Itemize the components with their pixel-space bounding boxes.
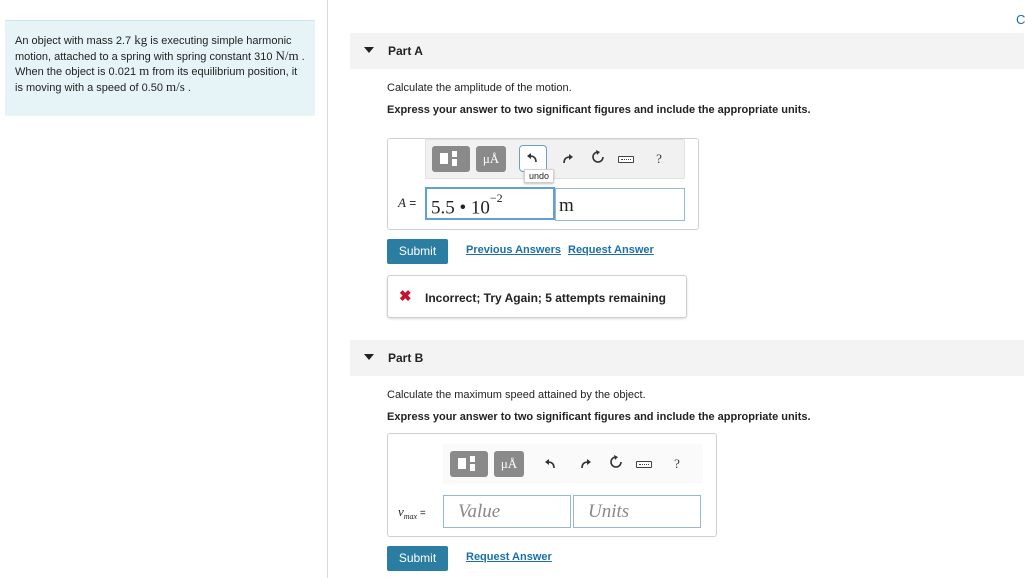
undo-icon — [527, 151, 539, 163]
part-b-variable-label — [398, 504, 426, 521]
reset-icon — [591, 150, 605, 164]
template-icon — [458, 458, 466, 469]
keyboard-button[interactable] — [633, 453, 655, 475]
redo-icon — [561, 152, 573, 164]
units-button[interactable]: μÅ — [476, 146, 506, 172]
undo-icon — [545, 457, 557, 469]
variable-a: A — [398, 195, 406, 210]
equals-sign: = — [409, 196, 417, 210]
unit-m-per-s: m/s — [166, 78, 185, 94]
variable-v: v — [398, 504, 404, 519]
part-a-request-answer-link[interactable]: Request Answer — [568, 244, 654, 256]
unit-n-per-m: N/m — [275, 47, 299, 63]
equals-sign: = — [419, 508, 426, 519]
template-icon-part — [452, 151, 457, 157]
part-b-value-input[interactable] — [443, 495, 571, 528]
undo-button[interactable] — [540, 453, 562, 475]
part-a-answer-box — [387, 138, 699, 230]
part-a-title: Part A — [388, 44, 423, 58]
part-b-header[interactable] — [350, 340, 1024, 376]
part-b-submit-button[interactable]: Submit — [387, 546, 448, 571]
reset-button[interactable] — [605, 453, 627, 475]
unit-kg: kg — [134, 32, 148, 47]
problem-text: from its equilibrium position, it is moving with a speed of 0.50 — [15, 66, 298, 94]
part-a-units-input[interactable] — [555, 188, 685, 221]
redo-icon — [579, 457, 591, 469]
units-button[interactable]: μÅ — [494, 451, 524, 477]
corner-glyph: C — [1016, 12, 1025, 27]
problem-statement — [5, 20, 315, 116]
previous-answers-link[interactable]: Previous Answers — [466, 244, 561, 256]
panel-divider — [327, 0, 328, 578]
template-button[interactable] — [432, 146, 470, 172]
part-a-value-input[interactable] — [425, 187, 555, 220]
incorrect-feedback — [387, 275, 687, 318]
keyboard-button[interactable] — [615, 148, 637, 170]
keyboard-icon — [636, 461, 652, 468]
part-b-request-answer-link[interactable]: Request Answer — [466, 551, 552, 563]
part-a-value — [431, 191, 503, 219]
value-exponent: −2 — [489, 191, 503, 205]
value-mantissa: 5.5 • 10 — [431, 197, 490, 219]
redo-button[interactable] — [574, 453, 596, 475]
redo-button[interactable] — [556, 148, 578, 170]
reset-icon — [609, 455, 623, 469]
reset-button[interactable] — [587, 148, 609, 170]
part-b-units-input[interactable] — [573, 495, 701, 528]
units-placeholder: Units — [588, 501, 630, 522]
part-a-instruction: Express your answer to two significant figures and include the appropriate units. — [387, 104, 811, 116]
part-a-variable-label — [398, 195, 416, 211]
part-b-title: Part B — [388, 351, 424, 365]
part-a-submit-button[interactable]: Submit — [387, 239, 448, 264]
part-b-answer-box — [387, 433, 717, 537]
part-a-question: Calculate the amplitude of the motion. — [387, 82, 572, 94]
template-icon-part — [470, 456, 475, 462]
template-icon-part — [452, 159, 457, 166]
part-b-instruction: Express your answer to two significant figures and include the appropriate units. — [387, 411, 811, 423]
problem-text: . When the object is 0.021 — [15, 50, 305, 78]
keyboard-icon — [618, 156, 634, 163]
unit-m: m — [139, 63, 150, 78]
template-icon-part — [470, 464, 475, 471]
part-a-units-value: m — [559, 195, 574, 216]
feedback-message: Incorrect; Try Again; 5 attempts remaining — [425, 291, 666, 305]
value-placeholder: Value — [458, 501, 501, 522]
help-button[interactable]: ? — [656, 151, 662, 166]
triangle-down-icon[interactable] — [364, 354, 374, 360]
template-icon — [440, 153, 448, 164]
x-mark-icon: ✖ — [399, 288, 412, 305]
part-b-question: Calculate the maximum speed attained by the object. — [387, 389, 646, 401]
part-b-math-toolbar — [443, 444, 703, 484]
variable-subscript: max — [403, 512, 418, 521]
undo-tooltip: undo — [524, 169, 554, 183]
undo-button[interactable] — [519, 145, 547, 172]
triangle-down-icon[interactable] — [364, 47, 374, 53]
problem-text: is executing simple harmonic motion, attached to a spring with spring constant 310 — [15, 35, 292, 63]
part-a-math-toolbar — [425, 139, 685, 179]
template-button[interactable] — [450, 451, 488, 477]
help-button[interactable]: ? — [674, 456, 680, 471]
problem-text: . — [184, 81, 191, 94]
problem-text: An object with mass 2.7 — [15, 35, 135, 47]
part-a-header[interactable] — [350, 33, 1024, 69]
